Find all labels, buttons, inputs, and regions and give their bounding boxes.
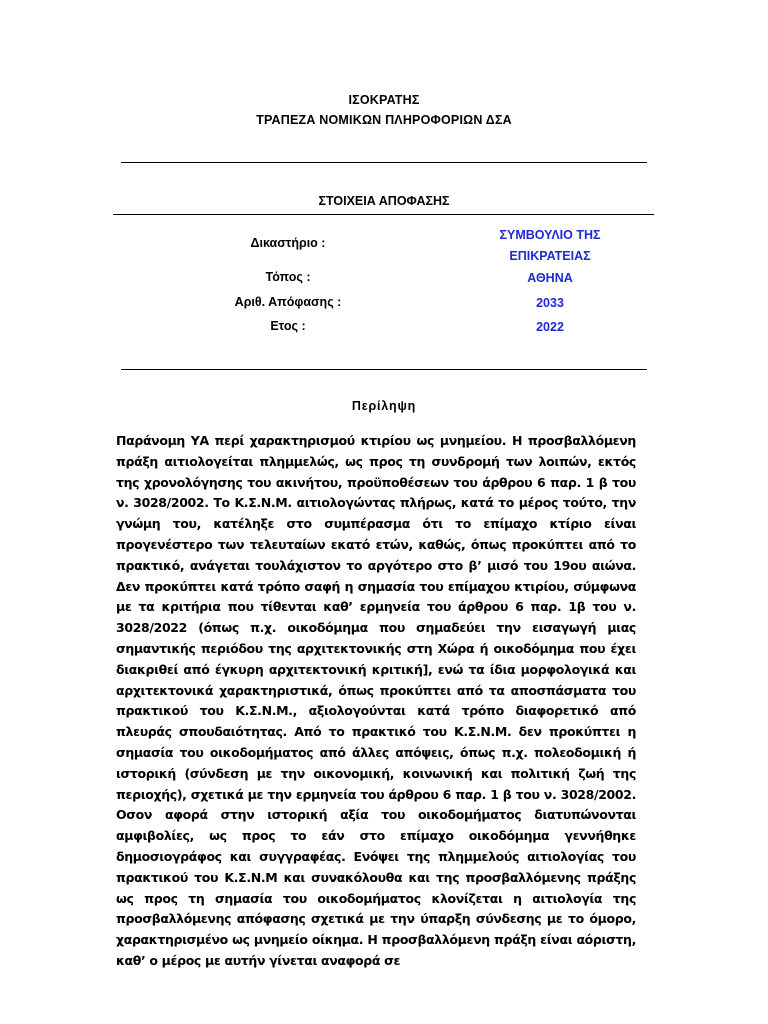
decision-details-heading: ΣΤΟΙΧΕΙΑ ΑΠΟΦΑΣΗΣ bbox=[318, 194, 450, 208]
divider-heading bbox=[113, 214, 654, 215]
summary-text: Παράνομη ΥΑ περί χαρακτηρισμού κτιρίου ως μνημείου. Η προσβαλλόμενη πράξη αιτιολογείται πλημμελώς, ως προς τη συνδρομή των λοιπών, εκτός της χρονολόγησης του ακινήτου, προϋποθέσεων του άρθρου 6 παρ. 1 β του ν. 3028/2002. Το Κ.Σ.Ν.Μ. αιτιολογώντας πλήρως, κατά το μέρος τούτο, την γνώμη του, κατέληξε στο συμπέρασμα ότι το επίμαχο κτίριο είναι προγενέστερο των τελευταίων εκατό ετών, καθώς, όπως προκύπτει από το πρακτικό, ανάγεται τουλάχιστον το αργότερο στο β’ μισό του 19ου αιώνα. Δεν προκύπτει κατά τρόπο σαφή η σημασία του επίμαχου κτιρίου, σύμφωνα με τα κριτήρια που τίθενται καθ’ ερμηνεία του άρθρου 6 παρ. 1β του ν. 3028/2022 (όπως π.χ. οικοδόμημα που σημαδεύει την εισαγωγή μιας σημαντικής περιόδου της αρχιτεκτονικής στη Χώρα ή οικοδόμημα που έχει διακριθεί από έγκυρη αρχιτεκτονική κριτική], ενώ τα ίδια μορφολογικά και αρχιτεκτονικά χαρακτηριστικά, όπως προκύπτει από τα αποσπάσματα του πρακτικού του Κ.Σ.Ν.Μ., αξιολογούνται κατά τρόπο διαφορετικό από πλευράς σπουδαιότητας. Από το πρακτικό του Κ.Σ.Ν.Μ. δεν προκύπτει η σημασία του οικοδομήματος από άλλες απόψεις, όπως π.χ. πολεοδομική ή ιστορική (σύνδεση με την οικονομική, κοινωνική και πολιτική ζωή της περιοχής), σχετικά με την ερμηνεία του άρθρου 6 παρ. 1 β του ν. 3028/2002. Οσον αφορά στην ιστορική αξία του οικοδομήματος διατυπώνονται αμφιβολίες, ως προς το εάν στο επίμαχο οικοδόμημα γεννήθηκε δημοσιογράφος και συγγραφέας. Ενόψει της πλημμελούς αιτιολογίας του πρακτικού του Κ.Σ.Ν.Μ και συνακόλουθα και της προσβαλλόμενης πράξης ως προς τη σημασία του οικοδομήματος κλονίζεται η αιτιολογία της προσβαλλόμενης απόφασης σχετικά με την ύπαρξη σύνδεσης με το όμορο, χαρακτηρισμένο ως μνημείο οίκημα. Η προσβαλλόμενη πράξη είναι αόριστη, καθ’ ο μέρος με αυτήν γίνεται αναφορά σε bbox=[116, 433, 636, 968]
court-value bbox=[460, 225, 640, 267]
field-row-place bbox=[0, 270, 768, 290]
field-row-year bbox=[0, 319, 768, 339]
court-value-line1: ΣΥΜΒΟΥΛΙΟ ΤΗΣ bbox=[499, 228, 601, 242]
summary-heading: Περίληψη bbox=[351, 399, 417, 413]
decision-number-value: 2033 bbox=[536, 296, 564, 310]
decision-number-label: Αριθ. Απόφασης : bbox=[234, 295, 342, 309]
year-label: Ετος : bbox=[270, 319, 306, 333]
field-row-decision-number bbox=[0, 295, 768, 315]
place-value: ΑΘΗΝΑ bbox=[527, 271, 573, 285]
divider-top bbox=[121, 162, 647, 163]
divider-bottom bbox=[121, 369, 647, 370]
field-row-court bbox=[0, 225, 768, 267]
court-label: Δικαστήριο : bbox=[250, 236, 326, 250]
place-label: Τόπος : bbox=[265, 270, 311, 284]
court-value-line2: ΕΠΙΚΡΑΤΕΙΑΣ bbox=[509, 249, 591, 263]
year-value: 2022 bbox=[536, 320, 564, 334]
publisher-name: ΙΣΟΚΡΑΤΗΣ bbox=[348, 93, 420, 107]
publisher-subtitle: ΤΡΑΠΕΖΑ ΝΟΜΙΚΩΝ ΠΛΗΡΟΦΟΡΙΩΝ ΔΣΑ bbox=[256, 113, 512, 127]
